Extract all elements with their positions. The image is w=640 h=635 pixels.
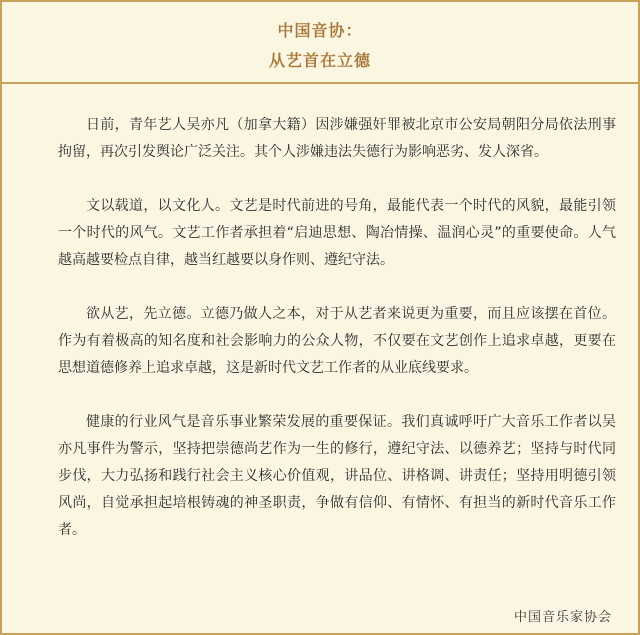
title-line-1: 中国音协： <box>277 21 363 40</box>
organization-signature: 中国音乐家协会 <box>513 610 612 625</box>
header-divider <box>2 82 638 84</box>
title-line-2: 从艺首在立德 <box>268 51 371 70</box>
paragraph-2: 文以载道，以文化人。文艺是时代前进的号角，最能代表一个时代的风貌，最能引领一个时代的风气。文艺工作者承担着“启迪思想、陶冶情操、温润心灵”的重要使命。人气越高越要检点自律，越当红越要以身作则、遵纪守法。 <box>58 198 616 268</box>
statement-body <box>58 112 616 571</box>
paragraph-4: 健康的行业风气是音乐事业繁荣发展的重要保证。我们真诚呼吁广大音乐工作者以吴亦凡事件为警示，坚持把崇德尚艺作为一生的修行，遵纪守法、以德养艺；坚持与时代同步伐，大力弘扬和践行社会主义核心价值观，讲品位、讲格调、讲责任；坚持用明德引领风尚，自觉承担起培根铸魂的神圣职责，争做有信仰、有情怀、有担当的新时代音乐工作者。 <box>58 414 616 538</box>
header <box>2 2 638 82</box>
paragraph-3: 欲从艺，先立德。立德乃做人之本，对于从艺者来说更为重要，而且应该摆在首位。作为有着极高的知名度和社会影响力的公众人物，不仅要在文艺创作上追求卓越，更要在思想道德修养上追求卓越，这是新时代文艺工作者的从业底线要求。 <box>58 306 616 376</box>
paragraph-1: 日前，青年艺人吴亦凡（加拿大籍）因涉嫌强奸罪被北京市公安局朝阳分局依法刑事拘留，再次引发舆论广泛关注。其个人涉嫌违法失德行为影响恶劣、发人深省。 <box>58 117 616 160</box>
